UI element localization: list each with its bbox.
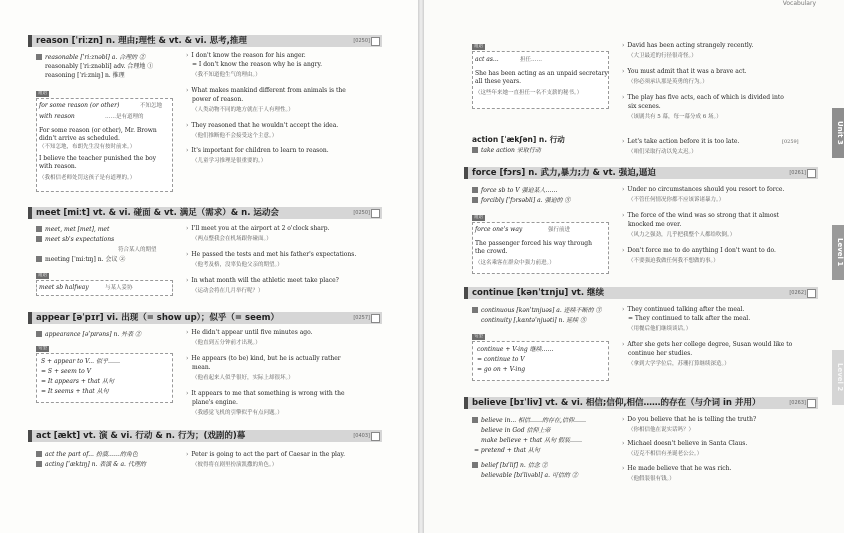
sentence: › They continued talking after the meal. <box>622 306 745 313</box>
sentence: knocked me over. <box>628 221 682 228</box>
entry-headword: act [ækt] vt. 演 & vi. 行动 & n. 行为；(戏剧的)幕 <box>36 431 246 441</box>
tag-phrase: 短语 <box>38 273 47 278</box>
sentence-zh: （他考及格，没辜负他父亲的期望。） <box>192 262 283 268</box>
sentence-zh: （咱们采取行动以免太迟。） <box>628 149 697 155</box>
example-zh: （这名乘客在群众中强力前进。） <box>475 260 555 266</box>
arrow-icon: › <box>186 355 189 362</box>
phrase: force one's way <box>475 226 523 233</box>
derivative: meeting [ˈmiːtɪŋ] n. 会议 ② <box>36 256 125 264</box>
phrase: act as... <box>475 56 499 63</box>
phrase-meaning: 担任…… <box>520 57 543 63</box>
phrase-meaning: 与某人妥协 <box>105 285 133 291</box>
pattern: = S + seem to V <box>41 368 91 375</box>
entry-code: [0259] <box>782 139 799 145</box>
sentence: › Let's take action before it is too late. <box>622 138 740 145</box>
bullet-icon <box>472 147 478 153</box>
sentence-zh: （用餐后他们继续谈话。） <box>628 326 692 332</box>
sentence-zh: （运动会将在几月举行呢？） <box>192 288 264 294</box>
sentence: › David has been acting strangely recently. <box>622 42 754 49</box>
sentence-zh: （人类动物不同的地方就在于人有理性。） <box>192 107 294 113</box>
sentence: › It appears to me that something is wrong with the <box>186 390 345 397</box>
arrow-icon: › <box>622 440 625 447</box>
arrow-icon: › <box>186 329 189 336</box>
entry-headword: believe [bɪˈliv] vt. & vi. 相信;信仰,相信……的存在（与介词 in 并用） <box>472 398 761 408</box>
derivative: believable [bɪˈlivəbl] a. 可信的 ② <box>481 472 578 479</box>
sentence: › After she gets her college degree, Susan would like to <box>622 341 793 348</box>
sentence-zh: （他直到五分钟前才出现。） <box>192 340 261 346</box>
example-zh: （这些年来她一直担任一名不支薪的秘书。） <box>475 90 583 96</box>
derivative: continuous [kənˈtɪnjuəs] a. 连续不断的 ③ <box>472 307 602 315</box>
sentence: › The play has five acts, each of which is divided into <box>622 94 784 101</box>
sentence: › What makes mankind different from animals is the <box>186 87 346 94</box>
arrow-icon: › <box>622 186 625 193</box>
sentence-zh: （你相信他在说实话吗？） <box>628 427 695 433</box>
pattern: = continue to V <box>477 356 525 363</box>
entry-code: [0262] <box>789 290 806 296</box>
entry-headword: continue [kənˈtɪnju] vt. 继续 <box>472 288 605 298</box>
entry-headword: appear [əˈpɪr] vi. 出现（= show up）；似乎（= seem） <box>36 313 279 323</box>
sentence: › I don't know the reason for his anger. <box>186 52 306 59</box>
example: I believe the teacher punished the boy <box>39 155 157 162</box>
checkbox[interactable] <box>807 289 816 298</box>
sentence-zh: （彼得将在剧里扮演凯撒的角色。） <box>192 462 278 468</box>
checkbox[interactable] <box>371 37 380 46</box>
phrase: for some reason (or other) <box>39 102 120 109</box>
checkbox[interactable] <box>371 209 380 218</box>
right-page <box>424 0 844 533</box>
sentence-zh: （不管任何情况你都不应该诉诸暴力。） <box>628 197 725 203</box>
sentence-zh: （风力之强劲，几乎把我整个人都给吹倒。） <box>628 232 736 238</box>
bullet-icon <box>472 197 478 203</box>
pattern: S + appear to V... 似乎…… <box>41 358 120 365</box>
phrase: meet sb halfway <box>39 284 89 291</box>
sentence-zh: （该剧共有 5 幕，每一幕分成 6 场。） <box>628 114 722 120</box>
bullet-icon <box>36 54 42 60</box>
sentence-zh: （不要强迫我做任何我不想做的事。） <box>628 258 719 264</box>
bullet-icon <box>472 307 478 313</box>
arrow-icon: › <box>622 42 625 49</box>
tag-phrase: 短语 <box>474 215 483 220</box>
tag-pattern: 句型 <box>474 334 483 339</box>
derivative: make believe + that 从句 假装…… <box>481 437 583 444</box>
example: the crowd. <box>475 248 508 255</box>
tag-pattern: 句型 <box>38 346 47 351</box>
arrow-icon: › <box>186 147 189 154</box>
pattern: = go on + V-ing <box>477 366 526 373</box>
derivative: meet, met [met], met <box>36 226 109 234</box>
sentence: › I'll meet you at the airport at 2 o'clock sharp. <box>186 225 330 232</box>
derivative: acting [ˈæktɪŋ] n. 表演 & a. 代理的 <box>36 461 146 469</box>
arrow-icon: › <box>186 251 189 258</box>
bullet-icon <box>472 417 478 423</box>
bullet-icon <box>36 461 42 467</box>
sentence: › He made believe that he was rich. <box>622 465 732 472</box>
sentence-zh: （他假装很有钱。） <box>628 476 675 482</box>
sentence: power of reason. <box>192 96 244 103</box>
example: She has been acting as an unpaid secretary <box>475 70 608 77</box>
sentence: › Under no circumstances should you resort to force. <box>622 186 785 193</box>
sentence: › Michael doesn't believe in Santa Claus. <box>622 440 748 447</box>
pattern: = It seems + that 从句 <box>41 388 109 395</box>
example-zh: （我相信老师处罚这孩子是有道理的。） <box>39 175 136 181</box>
sentence-zh: （儿童学习推理是很重要的。） <box>192 158 267 164</box>
entry-header-reason <box>28 35 382 47</box>
entry-code: [0250] <box>353 38 370 44</box>
derivative: reasonable [ˈriːznəbl] a. 合理的 ② <box>36 54 145 62</box>
sentence: six scenes. <box>628 103 661 110</box>
derivative: reasonably [ˈriːznəbli] adv. 合理地 ① <box>45 63 154 70</box>
derivative: believe in God 信仰上帝 <box>481 427 551 434</box>
sentence-zh: （两点整我会在机场跟你碰面。） <box>192 236 272 242</box>
derivative-meaning: 符合某人的期望 <box>118 247 157 253</box>
side-tab-level-1[interactable]: Level 1 <box>832 225 844 280</box>
entry-headword: reason [ˈriːzn] n. 理由;理性 & vt. & vi. 思考,推理 <box>36 36 247 46</box>
arrow-icon: › <box>622 416 625 423</box>
arrow-icon: › <box>186 451 189 458</box>
sentence: › It's important for children to learn to reason. <box>186 147 329 154</box>
entry-header-meet <box>28 207 382 219</box>
phrase-meaning: 不知怎地 <box>140 103 163 109</box>
sentence: › He appears (to be) kind, but he is actually rather <box>186 355 341 362</box>
tag-phrase: 短语 <box>474 44 483 49</box>
entry-code: [0250] <box>353 210 370 216</box>
bullet-icon <box>36 226 42 232</box>
sentence: continue her studies. <box>628 350 693 357</box>
arrow-icon: › <box>622 138 625 145</box>
checkbox[interactable] <box>807 399 816 408</box>
derivative: force sb to V 强迫某人…… <box>472 187 558 195</box>
arrow-icon: › <box>622 68 625 75</box>
checkbox[interactable] <box>807 169 816 178</box>
side-tab-level-2[interactable]: Level 2 <box>832 350 844 405</box>
derivative: = pretend + that 从句 <box>474 447 540 454</box>
arrow-icon: › <box>186 225 189 232</box>
arrow-icon: › <box>622 465 625 472</box>
arrow-icon: › <box>186 87 189 94</box>
derivative: meet sb's expectations <box>36 236 114 244</box>
sentence-zh: （我不知道他生气的理由。） <box>192 72 261 78</box>
entry-header-force <box>464 167 818 179</box>
arrow-icon: › <box>622 94 625 101</box>
sentence: › You must admit that it was a brave act. <box>622 68 747 75</box>
sentence: plane's engine. <box>192 399 238 406</box>
sentence: › They reasoned that he wouldn't accept the idea. <box>186 122 339 129</box>
sentence-zh: （我感觉飞机的引擎似乎有点问题。） <box>192 410 283 416</box>
entry-header-action: action [ˈækʃən] n. 行动 <box>472 135 565 144</box>
derivative: take action 采取行动 <box>472 147 541 155</box>
derivative: reasoning [ˈriːzniŋ] n. 推理 <box>45 72 125 79</box>
sentence-zh: （迈克不相信有圣诞老公公。） <box>628 451 703 457</box>
phrase-meaning: ……是有道理的 <box>105 114 144 120</box>
entry-code: [0257] <box>353 315 370 321</box>
arrow-icon: › <box>622 306 625 313</box>
sentence-zh: （他看起来人似乎很好，实际上却很坏。） <box>192 375 294 381</box>
sentence: › Peter is going to act the part of Caesar in the play. <box>186 451 346 458</box>
checkbox[interactable] <box>371 432 380 441</box>
entry-header-believe <box>464 397 818 409</box>
derivative: forcibly [ˈfɔrsəbli] a. 强迫的 ⑤ <box>472 197 570 205</box>
bullet-icon <box>36 331 42 337</box>
bullet-icon <box>472 187 478 193</box>
sentence-zh: （他们推断他不会接受这个主意。） <box>192 133 278 139</box>
sentence: › Do you believe that he is telling the truth? <box>622 416 757 423</box>
sentence-zh: （你必须承认那是英勇的行为。） <box>628 79 708 85</box>
arrow-icon: › <box>622 212 625 219</box>
left-page <box>0 0 418 533</box>
derivative: belief [bɪˈlif] n. 信念 ② <box>472 462 548 470</box>
side-tab-unit[interactable]: Unit 3 <box>832 108 844 158</box>
entry-header-appear <box>28 312 382 324</box>
tag-phrase: 短语 <box>38 91 47 96</box>
arrow-icon: › <box>186 52 189 59</box>
bullet-icon <box>36 236 42 242</box>
arrow-icon: › <box>186 122 189 129</box>
arrow-icon: › <box>186 277 189 284</box>
derivative: continuity [ˌkɑntəˈnjuəti] n. 延续 ⑤ <box>481 317 587 324</box>
arrow-icon: › <box>622 247 625 254</box>
phrase: with reason <box>39 113 75 120</box>
arrow-icon: › <box>622 341 625 348</box>
bullet-icon <box>36 256 42 262</box>
sentence: › Don't force me to do anything I don't want to do. <box>622 247 776 254</box>
bullet-icon <box>472 462 478 468</box>
sentence: › The force of the wind was so strong that it almost <box>622 212 779 219</box>
arrow-icon: › <box>186 390 189 397</box>
sentence-zh: （大卫最近的行径很奇怪。） <box>628 53 697 59</box>
example-zh: （不知怎地，布朗先生没有按时前来。） <box>39 144 136 150</box>
sentence: = I don't know the reason why he is angry. <box>192 61 323 68</box>
entry-headword: force [fɔrs] n. 武力,暴力;力 & vt. 强迫,逼迫 <box>472 168 656 178</box>
entry-header-continue <box>464 287 818 299</box>
entry-code: [0403] <box>353 433 370 439</box>
pattern: continue + V-ing 继续…… <box>477 346 554 353</box>
entry-code: [0263] <box>789 400 806 406</box>
bullet-icon <box>36 451 42 457</box>
phrase-meaning: 强行前进 <box>548 227 571 233</box>
entry-headword: meet [miːt] vt. & vi. 碰面 & vt. 满足（需求）& n. 运动会 <box>36 208 279 218</box>
example: all these years. <box>475 78 522 85</box>
example: For some reason (or other), Mr. Brown <box>39 127 157 134</box>
sentence-zh: （拿到大学学位后，苏珊打算继续深造。） <box>628 361 730 367</box>
entry-header-act <box>28 430 382 442</box>
example: The passenger forced his way through <box>475 240 592 247</box>
example: with reason. <box>39 163 77 170</box>
checkbox[interactable] <box>371 314 380 323</box>
sentence: › He passed the tests and met his father's expectations. <box>186 251 357 258</box>
sentence: = They continued to talk after the meal. <box>628 315 751 322</box>
derivative: believe in... 相信……的存在,信仰…… <box>472 417 586 425</box>
sentence: › In what month will the athletic meet take place? <box>186 277 339 284</box>
sentence: mean. <box>192 364 211 371</box>
sentence: › He didn't appear until five minutes ago. <box>186 329 313 336</box>
pattern: = It appears + that 从句 <box>41 378 114 385</box>
example: didn't arrive as scheduled. <box>39 135 120 142</box>
running-header: Vocabulary <box>782 0 816 7</box>
derivative: act the part of... 扮演……的角色 <box>36 451 138 459</box>
entry-code: [0261] <box>789 170 806 176</box>
derivative: appearance [əˈpɪrəns] n. 外表 ② <box>36 331 141 339</box>
